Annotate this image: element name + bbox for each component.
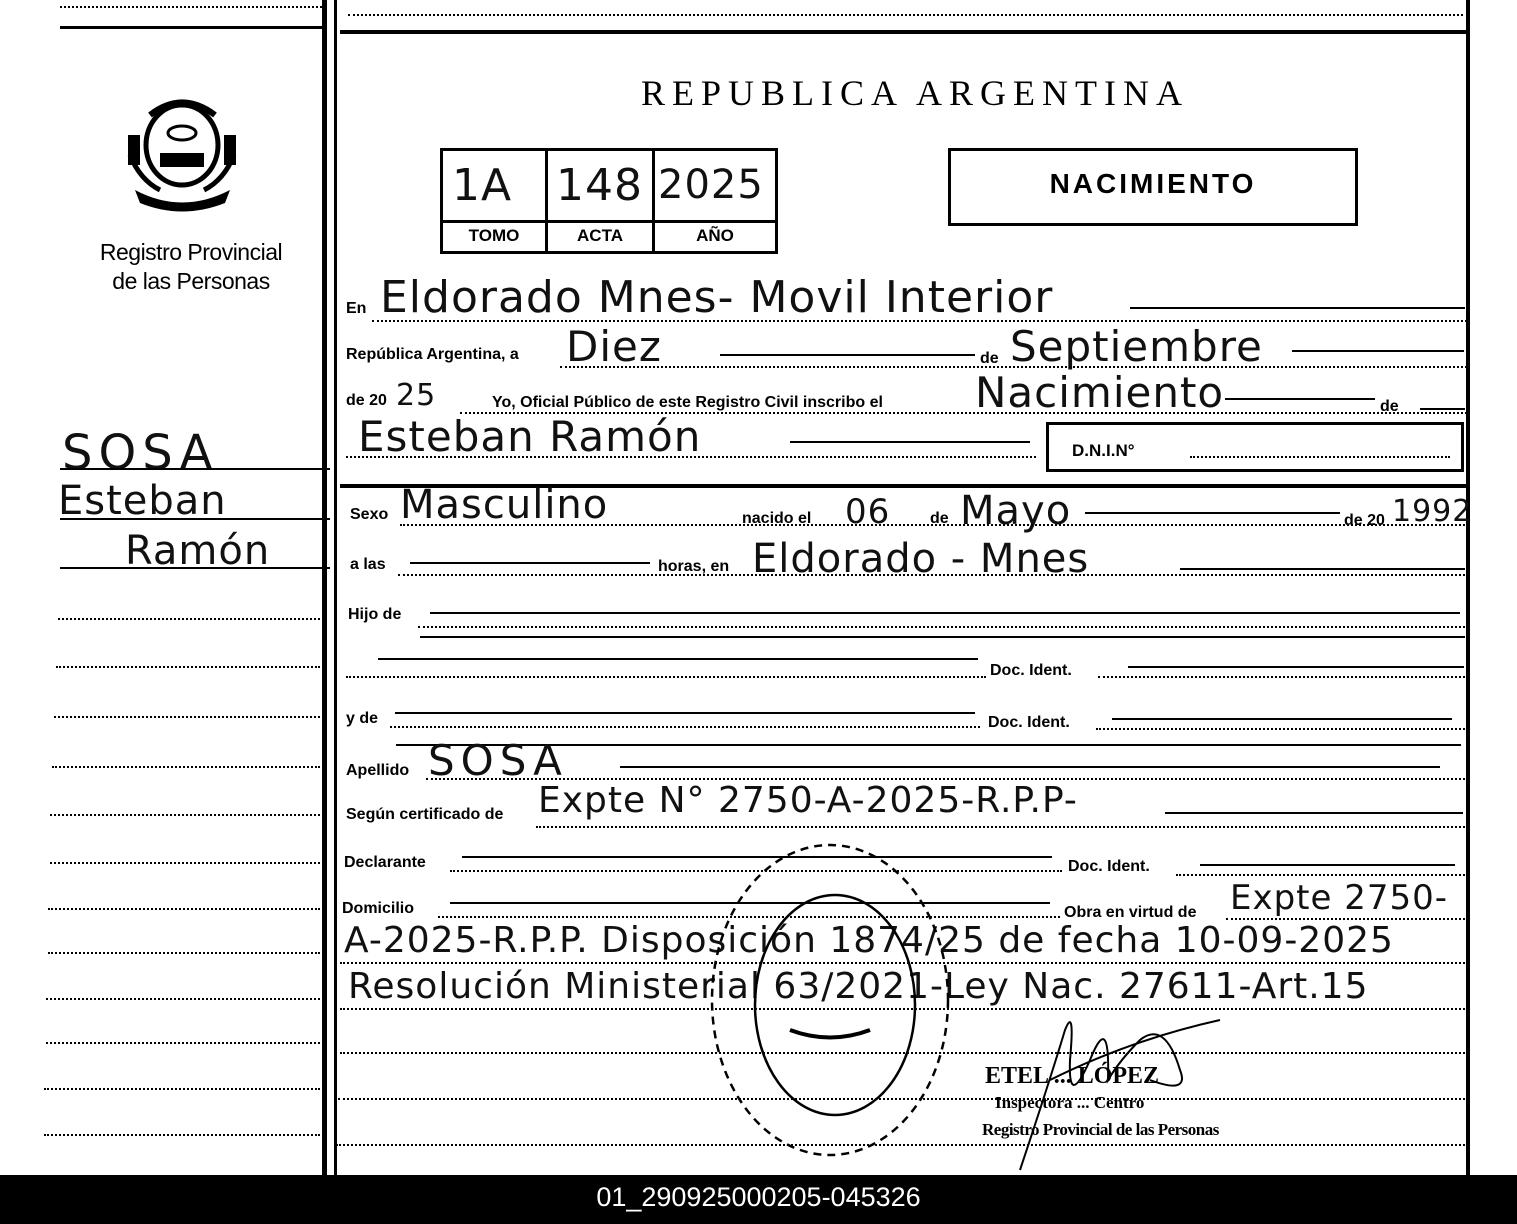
row-strike-line bbox=[1128, 666, 1464, 668]
domicilio-label: Domicilio bbox=[342, 900, 415, 917]
margin-dotted-line bbox=[48, 908, 320, 910]
row-dotted-line bbox=[1096, 728, 1465, 730]
de-label2: de bbox=[1380, 398, 1399, 415]
margin-line bbox=[60, 567, 330, 569]
row-dotted-line bbox=[418, 626, 1465, 628]
certificate-value: Expte N° 2750-A-2025-R.P.P- bbox=[538, 780, 1078, 821]
margin-dotted-line bbox=[44, 1134, 320, 1136]
margin-dotted-line bbox=[54, 716, 320, 718]
signer-org: Registro Provincial de las Personas bbox=[982, 1120, 1219, 1139]
anio-value: 2025 bbox=[658, 162, 764, 208]
margin-dotted-line bbox=[50, 862, 320, 864]
row-strike-line bbox=[420, 636, 1465, 638]
row-dotted-line bbox=[400, 524, 1465, 526]
segun-label: Según certificado de bbox=[346, 806, 504, 823]
de20-label: de 20 bbox=[346, 392, 387, 409]
extra-line-1: A-2025-R.P.P. Disposición 1874/25 de fecha 10-09-2025 bbox=[344, 920, 1394, 961]
de20-label2: de 20 bbox=[1344, 512, 1385, 529]
margin-dotted-line bbox=[52, 766, 320, 768]
dni-dotted-line bbox=[1190, 456, 1450, 458]
margin-name2: Ramón bbox=[125, 528, 271, 574]
row-strike-line bbox=[395, 712, 975, 714]
file-id-bar bbox=[0, 1175, 1517, 1224]
tomo-label: TOMO bbox=[468, 226, 520, 245]
tomo-value: 1A bbox=[452, 160, 513, 211]
birth-day: 06 bbox=[845, 492, 891, 532]
yde-label: y de bbox=[346, 710, 379, 727]
margin-dotted-line bbox=[48, 952, 320, 954]
signer-role: Inspectora ... Centro bbox=[995, 1093, 1145, 1112]
de-label3: de bbox=[930, 510, 949, 527]
nacido-label: nacido el bbox=[742, 510, 812, 527]
doc-ident-label-1: Doc. Ident. bbox=[990, 662, 1072, 679]
row-strike-line bbox=[430, 612, 1460, 614]
year-suffix: 25 bbox=[396, 378, 437, 413]
margin-dotted-line bbox=[56, 666, 320, 668]
right-border-line bbox=[1466, 0, 1470, 1175]
row-dotted-line bbox=[346, 456, 1036, 458]
sexo-label: Sexo bbox=[350, 506, 389, 523]
doc-ident-label-2: Doc. Ident. bbox=[988, 714, 1070, 731]
row-strike-line bbox=[720, 354, 975, 356]
act-type: Nacimiento bbox=[975, 368, 1225, 417]
dni-label: D.N.I.N° bbox=[1072, 441, 1135, 460]
apellido-label: Apellido bbox=[346, 762, 410, 779]
margin-dotted-line bbox=[44, 1088, 320, 1090]
birth-year: 1992 bbox=[1392, 494, 1473, 529]
signer-name: ETEL ... LÓPEZ bbox=[985, 1063, 1160, 1089]
horas-label: horas, en bbox=[658, 558, 730, 575]
margin-dotted-line bbox=[58, 618, 320, 620]
row-strike-line bbox=[1225, 398, 1375, 400]
row-strike-line bbox=[620, 766, 1440, 768]
row-dotted-line bbox=[372, 320, 1467, 322]
margin-name1: Esteban bbox=[58, 478, 227, 524]
row-dotted-line bbox=[390, 726, 980, 728]
row-strike-line bbox=[1165, 812, 1463, 814]
anio-label: AÑO bbox=[696, 226, 734, 245]
yo-label: Yo, Oficial Público de este Registro Civil inscribo el bbox=[492, 394, 883, 411]
row-strike-line bbox=[790, 441, 1030, 443]
month-written: Septiembre bbox=[1010, 322, 1263, 371]
republica-label: República Argentina, a bbox=[346, 346, 519, 363]
row-strike-line bbox=[378, 658, 978, 660]
margin-dotted-line bbox=[46, 1042, 320, 1044]
birth-month: Mayo bbox=[960, 488, 1072, 534]
row-strike-line bbox=[410, 562, 650, 564]
row-strike-line bbox=[1112, 718, 1452, 720]
row-strike-line bbox=[1180, 568, 1465, 570]
margin-divider-line bbox=[322, 0, 327, 1175]
en-label: En bbox=[346, 300, 367, 317]
doc-ident-label-3: Doc. Ident. bbox=[1068, 858, 1150, 875]
row-dotted-line bbox=[398, 574, 1465, 576]
margin-dotted-line bbox=[50, 814, 320, 816]
row-strike-line bbox=[1200, 864, 1455, 866]
acta-value: 148 bbox=[556, 160, 643, 211]
margin-surname: SOSA bbox=[62, 425, 219, 481]
registry-line2: de las Personas bbox=[112, 268, 270, 294]
row-strike-line bbox=[1085, 512, 1340, 514]
signature-icon bbox=[990, 1000, 1250, 1175]
margin-top-rule bbox=[60, 26, 322, 29]
birth-place: Eldorado - Mnes bbox=[752, 536, 1090, 582]
row-dotted-line bbox=[1176, 874, 1465, 876]
declarante-label: Declarante bbox=[344, 854, 426, 871]
margin-dotted-line bbox=[46, 998, 320, 1000]
surname-value: SOSA bbox=[428, 736, 568, 785]
de-label: de bbox=[980, 350, 999, 367]
row-strike-line bbox=[1292, 350, 1464, 352]
margin-line bbox=[60, 518, 330, 520]
record-type-label: NACIMIENTO bbox=[1049, 168, 1257, 199]
place-value: Eldorado Mnes- Movil Interior bbox=[380, 272, 1054, 323]
row-dotted-line bbox=[1098, 676, 1465, 678]
day-written: Diez bbox=[566, 322, 662, 371]
registry-line1: Registro Provincial bbox=[99, 239, 283, 265]
country-title: REPUBLICA ARGENTINA bbox=[640, 73, 1190, 113]
official-stamp-icon bbox=[700, 830, 960, 1170]
acta-label: ACTA bbox=[577, 226, 623, 245]
top-rule bbox=[340, 30, 1466, 34]
obra-value: Expte 2750- bbox=[1230, 878, 1449, 918]
row-dotted-line bbox=[536, 826, 1465, 828]
sex-value: Masculino bbox=[400, 482, 609, 528]
margin-divider-line-inner bbox=[334, 0, 337, 1175]
alas-label: a las bbox=[350, 556, 386, 573]
file-id: 01_290925000205-045326 bbox=[596, 1182, 921, 1212]
provincial-seal-icon bbox=[120, 95, 245, 215]
row-strike-line bbox=[1130, 307, 1465, 309]
extra-line-2: Resolución Ministerial 63/2021-Ley Nac. 27611-Art.15 bbox=[348, 966, 1369, 1007]
row-strike-line bbox=[1420, 408, 1465, 410]
obra-label: Obra en virtud de bbox=[1064, 904, 1197, 921]
registry-name bbox=[60, 238, 322, 296]
margin-top-dotted-line bbox=[60, 6, 322, 8]
top-dotted-line bbox=[348, 14, 1463, 16]
hijo-label: Hijo de bbox=[348, 606, 402, 623]
margin-line bbox=[60, 468, 330, 470]
row-dotted-line bbox=[346, 676, 986, 678]
person-name: Esteban Ramón bbox=[358, 412, 702, 461]
record-box-divider bbox=[440, 220, 778, 223]
